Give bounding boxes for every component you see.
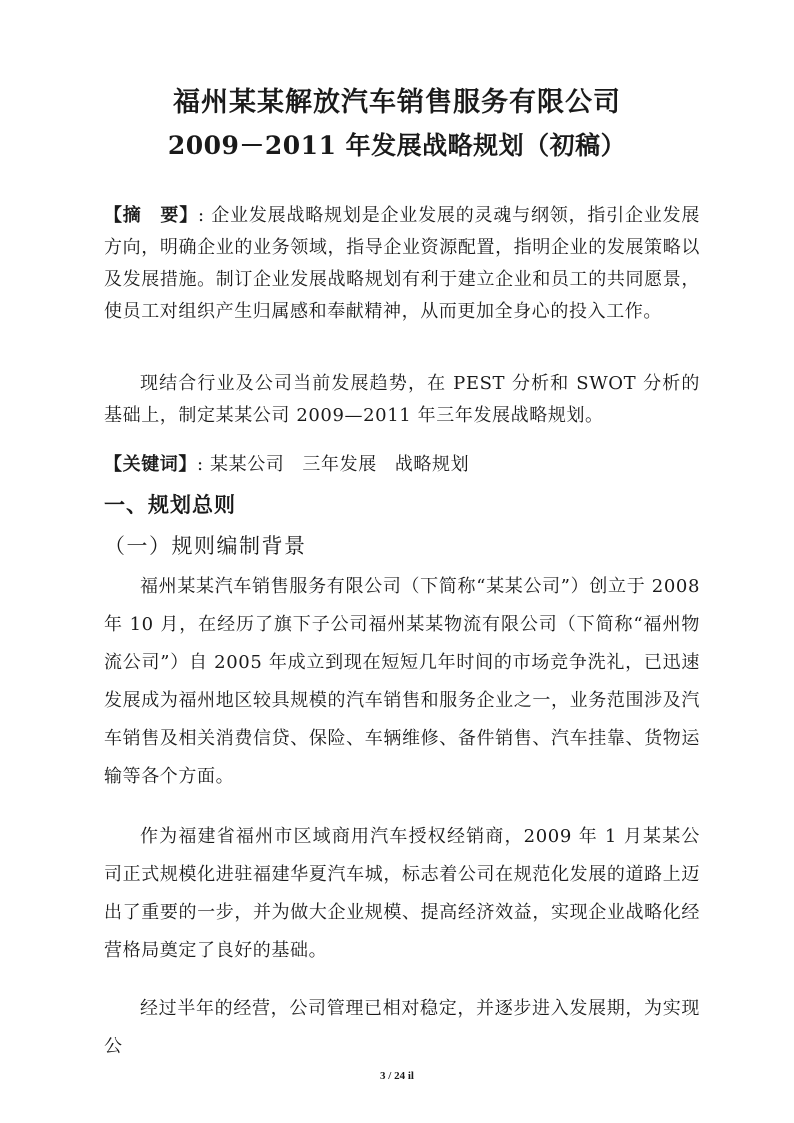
document-subtitle: 2009－2011 年发展战略规划（初稿）: [167, 131, 627, 160]
abstract-text: : 企业发展战略规划是企业发展的灵魂与纲领，指引企业发展方向，明确企业的业务领域，指导企业资源配置，指明企业的发展策略以及发展措施。制订企业发展战略规划有利于建立企业和员工的共同愿景，使员工对组织产生归属感和奉献精神，从而更加全身心的投入工作。: [104, 205, 701, 322]
body-paragraph: 作为福建省福州市区域商用汽车授权经销商，2009 年 1 月某某公司正式规模化进驻福建华夏汽车城，标志着公司在规范化发展的道路上迈出了重要的一步，并为做大企业规模、提高经济效益，实现企业战略化经营格局奠定了良好的基础。: [104, 826, 700, 961]
page-number: 3 / 24 il: [380, 1070, 414, 1082]
abstract-paragraph: [104, 200, 700, 328]
abstract-label: 【摘 要】: [104, 205, 199, 226]
keyword-item: 战略规划: [394, 454, 470, 475]
keywords-line: [104, 450, 700, 480]
subsection-heading: （一）规则编制背景: [104, 534, 307, 558]
keyword-item: 某某公司: [210, 454, 285, 475]
document-title: 福州某某解放汽车销售服务有限公司: [173, 87, 621, 118]
body-paragraph: 经过半年的经营，公司管理已相对稳定，并逐步进入发展期，为实现公: [104, 998, 700, 1057]
keyword-item: 三年发展: [302, 454, 377, 475]
section-heading: 一、规划总则: [104, 493, 236, 517]
body-paragraph: 福州某某汽车销售服务有限公司（下简称“某某公司”）创立于 2008 年 10 月，在经历了旗下子公司福州某某物流有限公司（下简称“福州物流公司”）自 2005 年成立到现在短短几年时间的市场竞争洗礼，已迅速发展成为福州地区较具规模的汽车销售和服务企业之一，业务范围涉及汽车销售及相关消费信贷、保险、车辆维修、备件销售、汽车挂靠、货物运输等各个方面。: [104, 576, 700, 787]
keywords-label: 【关键词】: [104, 454, 197, 475]
paragraph-pest: 现结合行业及公司当前发展趋势，在 PEST 分析和 SWOT 分析的基础上，制定某某公司 2009—2011 年三年发展战略规划。: [104, 373, 700, 426]
keywords-sep: :: [197, 454, 210, 475]
